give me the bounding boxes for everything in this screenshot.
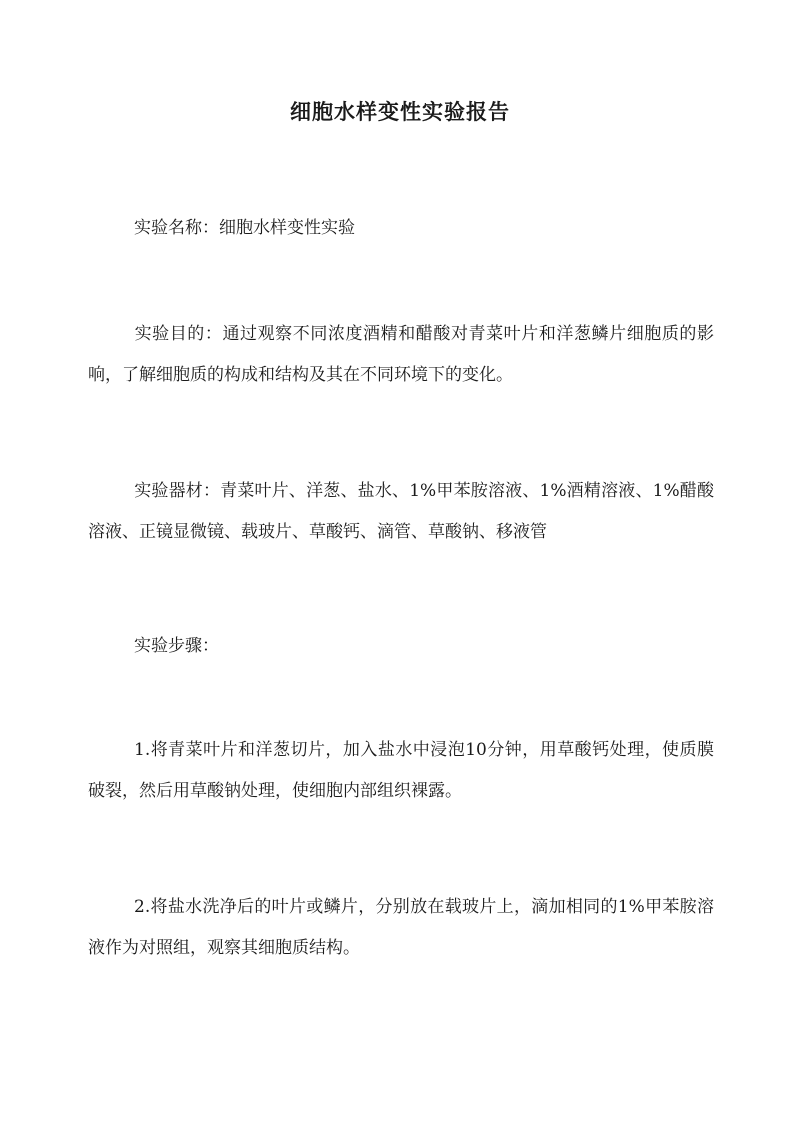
paragraph-text: 2.将盐水洗净后的叶片或鳞片，分别放在载玻片上，滴加相同的1%甲苯胺溶液作为对照组，观察其细胞质结构。 — [88, 897, 714, 958]
paragraph-experiment-equipment — [88, 471, 714, 553]
paragraph-text: 1.将青菜叶片和洋葱切片，加入盐水中浸泡10分钟，用草酸钙处理，使质膜破裂，然后用草酸钠处理，使细胞内部组织裸露。 — [88, 740, 714, 801]
paragraph-text: 实验目的：通过观察不同浓度酒精和醋酸对青菜叶片和洋葱鳞片细胞质的影响，了解细胞质的构成和结构及其在不同环境下的变化。 — [88, 324, 714, 385]
paragraph-experiment-name — [88, 208, 714, 249]
paragraph-text: 实验器材：青菜叶片、洋葱、盐水、1%甲苯胺溶液、1%酒精溶液、1%醋酸溶液、正镜显微镜、载玻片、草酸钙、滴管、草酸钠、移液管 — [88, 481, 714, 542]
paragraph-text: 实验步骤： — [134, 636, 219, 656]
paragraph-text: 实验名称：细胞水样变性实验 — [134, 218, 355, 238]
paragraph-experiment-steps-heading — [88, 626, 714, 667]
paragraph-step-2 — [88, 887, 714, 969]
paragraph-step-1 — [88, 730, 714, 812]
paragraph-experiment-purpose — [88, 314, 714, 396]
document-title: 细胞水样变性实验报告 — [290, 99, 510, 124]
